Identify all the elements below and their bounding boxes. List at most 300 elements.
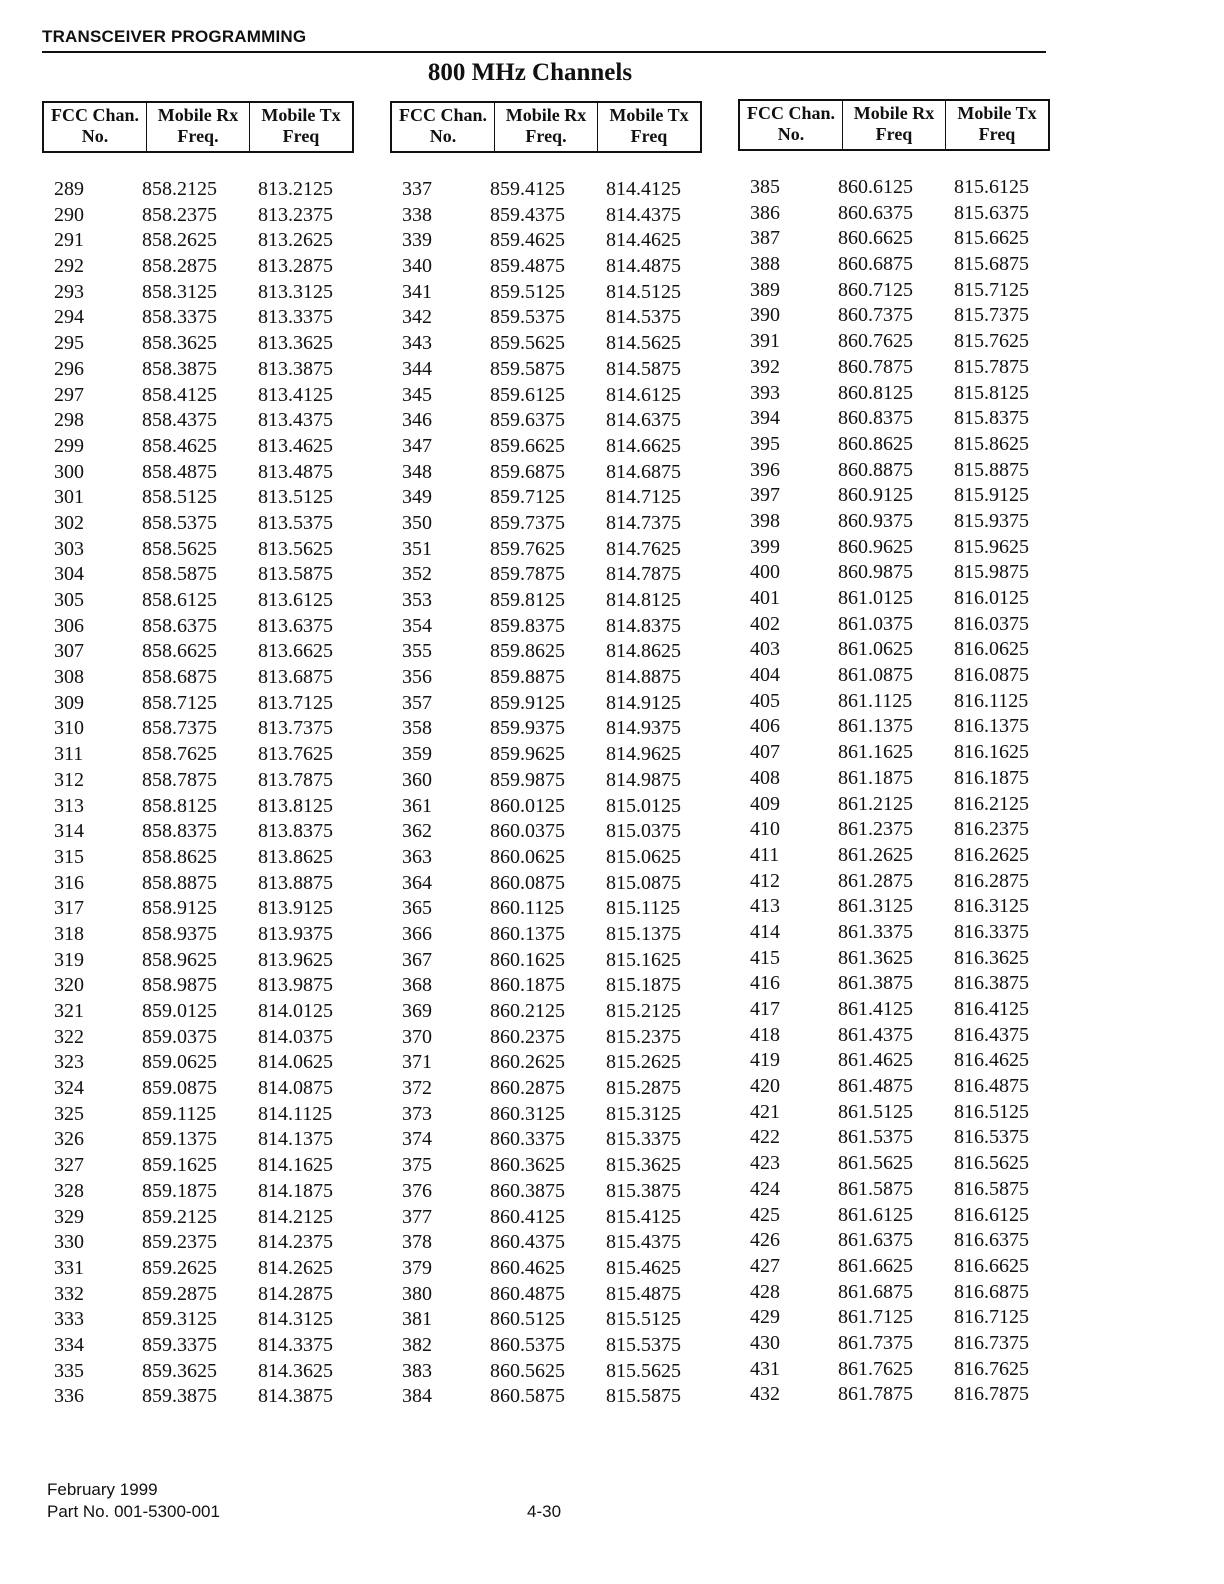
mobile-rx-cell: 858.2375 bbox=[142, 203, 217, 226]
table-row bbox=[390, 973, 702, 999]
table-row bbox=[390, 588, 702, 614]
table-row bbox=[42, 614, 354, 640]
fcc-chan-cell: 387 bbox=[750, 227, 780, 250]
header-mobile-tx: Mobile Tx Freq bbox=[609, 105, 689, 146]
fcc-chan-cell: 432 bbox=[750, 1383, 780, 1406]
table-row bbox=[738, 971, 1050, 997]
mobile-rx-cell: 859.4875 bbox=[490, 255, 565, 278]
table-row bbox=[738, 843, 1050, 869]
mobile-tx-cell: 816.1625 bbox=[954, 741, 1029, 764]
table-row bbox=[390, 460, 702, 486]
header-fcc-chan: FCC Chan. No. bbox=[392, 103, 495, 151]
table-row bbox=[738, 226, 1050, 252]
table-row bbox=[738, 1151, 1050, 1177]
header-rule bbox=[42, 51, 1046, 53]
mobile-rx-cell: 860.1125 bbox=[490, 897, 565, 920]
fcc-chan-cell: 335 bbox=[54, 1359, 84, 1382]
fcc-chan-cell: 345 bbox=[402, 383, 432, 406]
mobile-tx-cell: 813.6625 bbox=[258, 640, 333, 663]
mobile-tx-cell: 814.3875 bbox=[258, 1385, 333, 1408]
mobile-rx-cell: 859.6875 bbox=[490, 460, 565, 483]
fcc-chan-cell: 351 bbox=[402, 537, 432, 560]
mobile-tx-cell: 814.4375 bbox=[606, 203, 681, 226]
mobile-rx-cell: 861.5875 bbox=[838, 1177, 913, 1200]
fcc-chan-cell: 370 bbox=[402, 1025, 432, 1048]
fcc-chan-cell: 424 bbox=[750, 1177, 780, 1200]
mobile-rx-cell: 861.7375 bbox=[838, 1331, 913, 1354]
mobile-tx-cell: 815.0125 bbox=[606, 794, 681, 817]
table-row bbox=[42, 562, 354, 588]
table-row bbox=[42, 460, 354, 486]
fcc-chan-cell: 300 bbox=[54, 460, 84, 483]
fcc-chan-cell: 299 bbox=[54, 434, 84, 457]
mobile-rx-cell: 860.5625 bbox=[490, 1359, 565, 1382]
mobile-tx-cell: 815.3625 bbox=[606, 1154, 681, 1177]
table-row bbox=[390, 203, 702, 229]
mobile-rx-cell: 860.9875 bbox=[838, 561, 913, 584]
section-header: TRANSCEIVER PROGRAMMING bbox=[42, 27, 307, 46]
table-row bbox=[42, 434, 354, 460]
mobile-rx-cell: 860.0625 bbox=[490, 845, 565, 868]
mobile-rx-cell: 858.8375 bbox=[142, 820, 217, 843]
table-row bbox=[390, 228, 702, 254]
mobile-rx-cell: 861.1625 bbox=[838, 741, 913, 764]
mobile-tx-cell: 813.5625 bbox=[258, 537, 333, 560]
mobile-rx-cell: 860.7375 bbox=[838, 304, 913, 327]
mobile-rx-cell: 858.4125 bbox=[142, 383, 217, 406]
mobile-tx-cell: 815.4375 bbox=[606, 1231, 681, 1254]
mobile-tx-cell: 814.8875 bbox=[606, 666, 681, 689]
mobile-tx-cell: 815.6375 bbox=[954, 201, 1029, 224]
table-row bbox=[42, 537, 354, 563]
table-row bbox=[738, 1305, 1050, 1331]
table-row bbox=[42, 1384, 354, 1410]
mobile-rx-cell: 860.4875 bbox=[490, 1282, 565, 1305]
table-row bbox=[738, 663, 1050, 689]
mobile-rx-cell: 859.8875 bbox=[490, 666, 565, 689]
mobile-rx-cell: 860.9375 bbox=[838, 509, 913, 532]
table-row bbox=[42, 742, 354, 768]
table-row bbox=[738, 946, 1050, 972]
mobile-tx-cell: 813.8875 bbox=[258, 871, 333, 894]
mobile-tx-cell: 816.0125 bbox=[954, 587, 1029, 609]
mobile-rx-cell: 859.4125 bbox=[490, 178, 565, 200]
fcc-chan-cell: 361 bbox=[402, 794, 432, 817]
table-row bbox=[390, 177, 702, 203]
fcc-chan-cell: 383 bbox=[402, 1359, 432, 1382]
table-row bbox=[390, 254, 702, 280]
header-mobile-rx: Mobile Rx Freq. bbox=[495, 103, 598, 151]
fcc-chan-cell: 339 bbox=[402, 229, 432, 252]
fcc-chan-cell: 327 bbox=[54, 1154, 84, 1177]
table-row bbox=[738, 458, 1050, 484]
mobile-tx-cell: 813.8625 bbox=[258, 845, 333, 868]
fcc-chan-cell: 297 bbox=[54, 383, 84, 406]
mobile-tx-cell: 816.4875 bbox=[954, 1075, 1029, 1098]
fcc-chan-cell: 394 bbox=[750, 407, 780, 430]
mobile-rx-cell: 860.2625 bbox=[490, 1051, 565, 1074]
mobile-tx-cell: 813.5875 bbox=[258, 563, 333, 586]
mobile-tx-cell: 813.2875 bbox=[258, 255, 333, 278]
fcc-chan-cell: 333 bbox=[54, 1308, 84, 1331]
table-row bbox=[390, 614, 702, 640]
fcc-chan-cell: 421 bbox=[750, 1100, 780, 1123]
mobile-rx-cell: 860.5125 bbox=[490, 1308, 565, 1331]
table-row bbox=[42, 228, 354, 254]
table-row bbox=[42, 1153, 354, 1179]
table-row bbox=[390, 1050, 702, 1076]
table-row bbox=[42, 948, 354, 974]
table-row bbox=[42, 1102, 354, 1128]
table-row bbox=[738, 252, 1050, 278]
fcc-chan-cell: 393 bbox=[750, 381, 780, 404]
mobile-rx-cell: 861.2125 bbox=[838, 792, 913, 815]
mobile-rx-cell: 858.9875 bbox=[142, 974, 217, 997]
mobile-tx-cell: 814.6375 bbox=[606, 409, 681, 432]
fcc-chan-cell: 368 bbox=[402, 974, 432, 997]
mobile-tx-cell: 815.2625 bbox=[606, 1051, 681, 1074]
mobile-tx-cell: 815.0875 bbox=[606, 871, 681, 894]
mobile-tx-cell: 814.5625 bbox=[606, 332, 681, 355]
fcc-chan-cell: 367 bbox=[402, 948, 432, 971]
table-row bbox=[390, 1153, 702, 1179]
fcc-chan-cell: 340 bbox=[402, 255, 432, 278]
fcc-chan-cell: 381 bbox=[402, 1308, 432, 1331]
mobile-tx-cell: 815.0625 bbox=[606, 845, 681, 868]
mobile-rx-cell: 861.6625 bbox=[838, 1254, 913, 1277]
mobile-tx-cell: 814.8375 bbox=[606, 614, 681, 637]
table-row bbox=[738, 381, 1050, 407]
mobile-tx-cell: 815.8875 bbox=[954, 458, 1029, 481]
fcc-chan-cell: 342 bbox=[402, 306, 432, 329]
table-row bbox=[42, 485, 354, 511]
fcc-chan-cell: 395 bbox=[750, 432, 780, 455]
fcc-chan-cell: 294 bbox=[54, 306, 84, 329]
table-row bbox=[390, 357, 702, 383]
fcc-chan-cell: 356 bbox=[402, 666, 432, 689]
table-row bbox=[42, 1076, 354, 1102]
mobile-rx-cell: 858.6875 bbox=[142, 666, 217, 689]
mobile-tx-cell: 815.6625 bbox=[954, 227, 1029, 250]
table-row bbox=[390, 434, 702, 460]
mobile-tx-cell: 816.7625 bbox=[954, 1357, 1029, 1380]
table-row bbox=[42, 357, 354, 383]
fcc-chan-cell: 397 bbox=[750, 484, 780, 507]
table-body bbox=[42, 177, 354, 1410]
table-row bbox=[738, 535, 1050, 561]
mobile-rx-cell: 859.1375 bbox=[142, 1128, 217, 1151]
fcc-chan-cell: 325 bbox=[54, 1102, 84, 1125]
table-row bbox=[42, 768, 354, 794]
fcc-chan-cell: 362 bbox=[402, 820, 432, 843]
table-row bbox=[390, 742, 702, 768]
mobile-rx-cell: 859.3125 bbox=[142, 1308, 217, 1331]
table-row bbox=[42, 280, 354, 306]
table-row bbox=[738, 997, 1050, 1023]
fcc-chan-cell: 428 bbox=[750, 1280, 780, 1303]
fcc-chan-cell: 402 bbox=[750, 612, 780, 635]
mobile-rx-cell: 859.1125 bbox=[142, 1102, 217, 1125]
fcc-chan-cell: 317 bbox=[54, 897, 84, 920]
mobile-rx-cell: 858.5625 bbox=[142, 537, 217, 560]
mobile-tx-cell: 813.2125 bbox=[258, 178, 333, 200]
mobile-rx-cell: 861.7625 bbox=[838, 1357, 913, 1380]
mobile-tx-cell: 814.8125 bbox=[606, 589, 681, 611]
table-row bbox=[738, 714, 1050, 740]
mobile-rx-cell: 859.0625 bbox=[142, 1051, 217, 1074]
channel-table-1 bbox=[42, 101, 354, 1410]
mobile-rx-cell: 861.3125 bbox=[838, 895, 913, 918]
fcc-chan-cell: 312 bbox=[54, 768, 84, 791]
mobile-rx-cell: 859.0375 bbox=[142, 1025, 217, 1048]
header-fcc-chan: FCC Chan. No. bbox=[44, 103, 147, 151]
fcc-chan-cell: 412 bbox=[750, 869, 780, 892]
table-row bbox=[738, 869, 1050, 895]
mobile-tx-cell: 815.9625 bbox=[954, 535, 1029, 558]
channel-table-3 bbox=[738, 99, 1050, 1408]
mobile-rx-cell: 859.7875 bbox=[490, 563, 565, 586]
table-row bbox=[738, 560, 1050, 586]
table-row bbox=[390, 1307, 702, 1333]
fcc-chan-cell: 378 bbox=[402, 1231, 432, 1254]
mobile-tx-cell: 815.5125 bbox=[606, 1308, 681, 1331]
table-row bbox=[738, 1203, 1050, 1229]
mobile-tx-cell: 815.3375 bbox=[606, 1128, 681, 1151]
table-row bbox=[390, 999, 702, 1025]
fcc-chan-cell: 377 bbox=[402, 1205, 432, 1228]
mobile-rx-cell: 861.3875 bbox=[838, 972, 913, 995]
table-row bbox=[390, 1333, 702, 1359]
fcc-chan-cell: 413 bbox=[750, 895, 780, 918]
fcc-chan-cell: 347 bbox=[402, 434, 432, 457]
mobile-tx-cell: 816.3625 bbox=[954, 946, 1029, 969]
mobile-rx-cell: 858.3125 bbox=[142, 280, 217, 303]
fcc-chan-cell: 310 bbox=[54, 717, 84, 740]
mobile-tx-cell: 814.1125 bbox=[258, 1102, 333, 1125]
mobile-tx-cell: 816.7375 bbox=[954, 1331, 1029, 1354]
table-row bbox=[390, 948, 702, 974]
table-row bbox=[42, 845, 354, 871]
fcc-chan-cell: 326 bbox=[54, 1128, 84, 1151]
fcc-chan-cell: 357 bbox=[402, 691, 432, 714]
mobile-rx-cell: 861.2625 bbox=[838, 843, 913, 866]
table-row bbox=[390, 922, 702, 948]
mobile-rx-cell: 859.9875 bbox=[490, 768, 565, 791]
mobile-tx-cell: 813.7375 bbox=[258, 717, 333, 740]
table-row bbox=[738, 920, 1050, 946]
mobile-tx-cell: 813.5375 bbox=[258, 511, 333, 534]
mobile-tx-cell: 815.4875 bbox=[606, 1282, 681, 1305]
table-row bbox=[390, 1384, 702, 1410]
table-row bbox=[738, 792, 1050, 818]
table-row bbox=[390, 1205, 702, 1231]
mobile-rx-cell: 861.1125 bbox=[838, 689, 913, 712]
fcc-chan-cell: 366 bbox=[402, 922, 432, 945]
table-header bbox=[390, 101, 702, 153]
mobile-tx-cell: 816.6125 bbox=[954, 1203, 1029, 1226]
mobile-tx-cell: 815.3875 bbox=[606, 1179, 681, 1202]
table-body bbox=[738, 175, 1050, 1408]
table-row bbox=[42, 203, 354, 229]
mobile-rx-cell: 860.8125 bbox=[838, 381, 913, 404]
fcc-chan-cell: 305 bbox=[54, 589, 84, 611]
mobile-rx-cell: 860.4625 bbox=[490, 1256, 565, 1279]
table-row bbox=[738, 817, 1050, 843]
mobile-rx-cell: 859.8125 bbox=[490, 589, 565, 611]
table-row bbox=[42, 1307, 354, 1333]
mobile-rx-cell: 859.1875 bbox=[142, 1179, 217, 1202]
table-row bbox=[390, 716, 702, 742]
table-row bbox=[42, 819, 354, 845]
mobile-rx-cell: 860.9625 bbox=[838, 535, 913, 558]
mobile-rx-cell: 860.0875 bbox=[490, 871, 565, 894]
table-row bbox=[390, 896, 702, 922]
header-mobile-rx: Mobile Rx Freq. bbox=[147, 103, 250, 151]
fcc-chan-cell: 419 bbox=[750, 1049, 780, 1072]
mobile-rx-cell: 858.7125 bbox=[142, 691, 217, 714]
fcc-chan-cell: 304 bbox=[54, 563, 84, 586]
mobile-rx-cell: 859.0875 bbox=[142, 1077, 217, 1100]
mobile-tx-cell: 814.2375 bbox=[258, 1231, 333, 1254]
mobile-tx-cell: 813.6375 bbox=[258, 614, 333, 637]
fcc-chan-cell: 396 bbox=[750, 458, 780, 481]
mobile-rx-cell: 859.6125 bbox=[490, 383, 565, 406]
mobile-rx-cell: 860.5375 bbox=[490, 1333, 565, 1356]
mobile-rx-cell: 861.0875 bbox=[838, 664, 913, 687]
table-row bbox=[42, 973, 354, 999]
mobile-rx-cell: 860.2125 bbox=[490, 1000, 565, 1022]
mobile-tx-cell: 813.3375 bbox=[258, 306, 333, 329]
mobile-tx-cell: 814.9625 bbox=[606, 743, 681, 766]
mobile-tx-cell: 813.6875 bbox=[258, 666, 333, 689]
table-row bbox=[738, 1023, 1050, 1049]
table-row bbox=[42, 665, 354, 691]
table-row bbox=[738, 1074, 1050, 1100]
table-row bbox=[42, 1127, 354, 1153]
fcc-chan-cell: 331 bbox=[54, 1256, 84, 1279]
fcc-chan-cell: 350 bbox=[402, 511, 432, 534]
fcc-chan-cell: 379 bbox=[402, 1256, 432, 1279]
mobile-tx-cell: 816.2125 bbox=[954, 792, 1029, 815]
table-row bbox=[390, 871, 702, 897]
fcc-chan-cell: 399 bbox=[750, 535, 780, 558]
fcc-chan-cell: 386 bbox=[750, 201, 780, 224]
mobile-rx-cell: 860.3625 bbox=[490, 1154, 565, 1177]
mobile-rx-cell: 859.4375 bbox=[490, 203, 565, 226]
fcc-chan-cell: 431 bbox=[750, 1357, 780, 1380]
mobile-rx-cell: 860.8375 bbox=[838, 407, 913, 430]
fcc-chan-cell: 291 bbox=[54, 229, 84, 252]
mobile-tx-cell: 816.2625 bbox=[954, 843, 1029, 866]
fcc-chan-cell: 334 bbox=[54, 1333, 84, 1356]
fcc-chan-cell: 418 bbox=[750, 1023, 780, 1046]
mobile-rx-cell: 860.6625 bbox=[838, 227, 913, 250]
mobile-tx-cell: 815.9125 bbox=[954, 484, 1029, 507]
mobile-tx-cell: 813.4125 bbox=[258, 383, 333, 406]
mobile-rx-cell: 858.2625 bbox=[142, 229, 217, 252]
mobile-rx-cell: 858.6375 bbox=[142, 614, 217, 637]
table-row bbox=[390, 537, 702, 563]
fcc-chan-cell: 323 bbox=[54, 1051, 84, 1074]
table-row bbox=[42, 383, 354, 409]
mobile-rx-cell: 861.5375 bbox=[838, 1126, 913, 1149]
mobile-tx-cell: 814.4125 bbox=[606, 178, 681, 200]
fcc-chan-cell: 289 bbox=[54, 178, 84, 200]
fcc-chan-cell: 313 bbox=[54, 794, 84, 817]
table-row bbox=[42, 871, 354, 897]
table-row bbox=[738, 1125, 1050, 1151]
footer-page-number: 4-30 bbox=[527, 1502, 562, 1521]
table-row bbox=[390, 331, 702, 357]
fcc-chan-cell: 426 bbox=[750, 1229, 780, 1252]
table-row bbox=[738, 1382, 1050, 1408]
mobile-rx-cell: 861.0125 bbox=[838, 587, 913, 609]
table-row bbox=[738, 303, 1050, 329]
fcc-chan-cell: 372 bbox=[402, 1077, 432, 1100]
mobile-tx-cell: 815.0375 bbox=[606, 820, 681, 843]
fcc-chan-cell: 341 bbox=[402, 280, 432, 303]
mobile-tx-cell: 814.0875 bbox=[258, 1077, 333, 1100]
mobile-rx-cell: 861.2875 bbox=[838, 869, 913, 892]
mobile-rx-cell: 860.1625 bbox=[490, 948, 565, 971]
mobile-tx-cell: 816.5125 bbox=[954, 1100, 1029, 1123]
mobile-tx-cell: 815.7375 bbox=[954, 304, 1029, 327]
mobile-rx-cell: 860.4375 bbox=[490, 1231, 565, 1254]
mobile-rx-cell: 859.7625 bbox=[490, 537, 565, 560]
fcc-chan-cell: 329 bbox=[54, 1205, 84, 1228]
table-row bbox=[390, 639, 702, 665]
mobile-tx-cell: 813.8375 bbox=[258, 820, 333, 843]
mobile-tx-cell: 815.5375 bbox=[606, 1333, 681, 1356]
mobile-rx-cell: 859.3875 bbox=[142, 1385, 217, 1408]
table-row bbox=[390, 665, 702, 691]
table-row bbox=[390, 1025, 702, 1051]
mobile-tx-cell: 814.6625 bbox=[606, 434, 681, 457]
fcc-chan-cell: 306 bbox=[54, 614, 84, 637]
fcc-chan-cell: 344 bbox=[402, 357, 432, 380]
fcc-chan-cell: 349 bbox=[402, 486, 432, 509]
table-row bbox=[42, 1333, 354, 1359]
fcc-chan-cell: 322 bbox=[54, 1025, 84, 1048]
mobile-tx-cell: 816.3875 bbox=[954, 972, 1029, 995]
table-row bbox=[42, 1282, 354, 1308]
mobile-tx-cell: 814.9125 bbox=[606, 691, 681, 714]
fcc-chan-cell: 360 bbox=[402, 768, 432, 791]
fcc-chan-cell: 365 bbox=[402, 897, 432, 920]
mobile-rx-cell: 858.2875 bbox=[142, 255, 217, 278]
mobile-rx-cell: 858.2125 bbox=[142, 178, 217, 200]
mobile-rx-cell: 859.5875 bbox=[490, 357, 565, 380]
table-row bbox=[738, 201, 1050, 227]
fcc-chan-cell: 400 bbox=[750, 561, 780, 584]
mobile-rx-cell: 858.9625 bbox=[142, 948, 217, 971]
mobile-rx-cell: 861.7875 bbox=[838, 1383, 913, 1406]
header-mobile-tx: Mobile Tx Freq bbox=[957, 103, 1037, 144]
mobile-tx-cell: 816.1375 bbox=[954, 715, 1029, 738]
mobile-rx-cell: 860.9125 bbox=[838, 484, 913, 507]
table-row bbox=[390, 1359, 702, 1385]
mobile-tx-cell: 814.7125 bbox=[606, 486, 681, 509]
mobile-tx-cell: 814.9375 bbox=[606, 717, 681, 740]
fcc-chan-cell: 407 bbox=[750, 741, 780, 764]
mobile-tx-cell: 813.7875 bbox=[258, 768, 333, 791]
mobile-tx-cell: 815.1125 bbox=[606, 897, 681, 920]
table-row bbox=[42, 716, 354, 742]
mobile-rx-cell: 859.9125 bbox=[490, 691, 565, 714]
mobile-tx-cell: 816.1125 bbox=[954, 689, 1029, 712]
fcc-chan-cell: 352 bbox=[402, 563, 432, 586]
mobile-tx-cell: 813.3875 bbox=[258, 357, 333, 380]
